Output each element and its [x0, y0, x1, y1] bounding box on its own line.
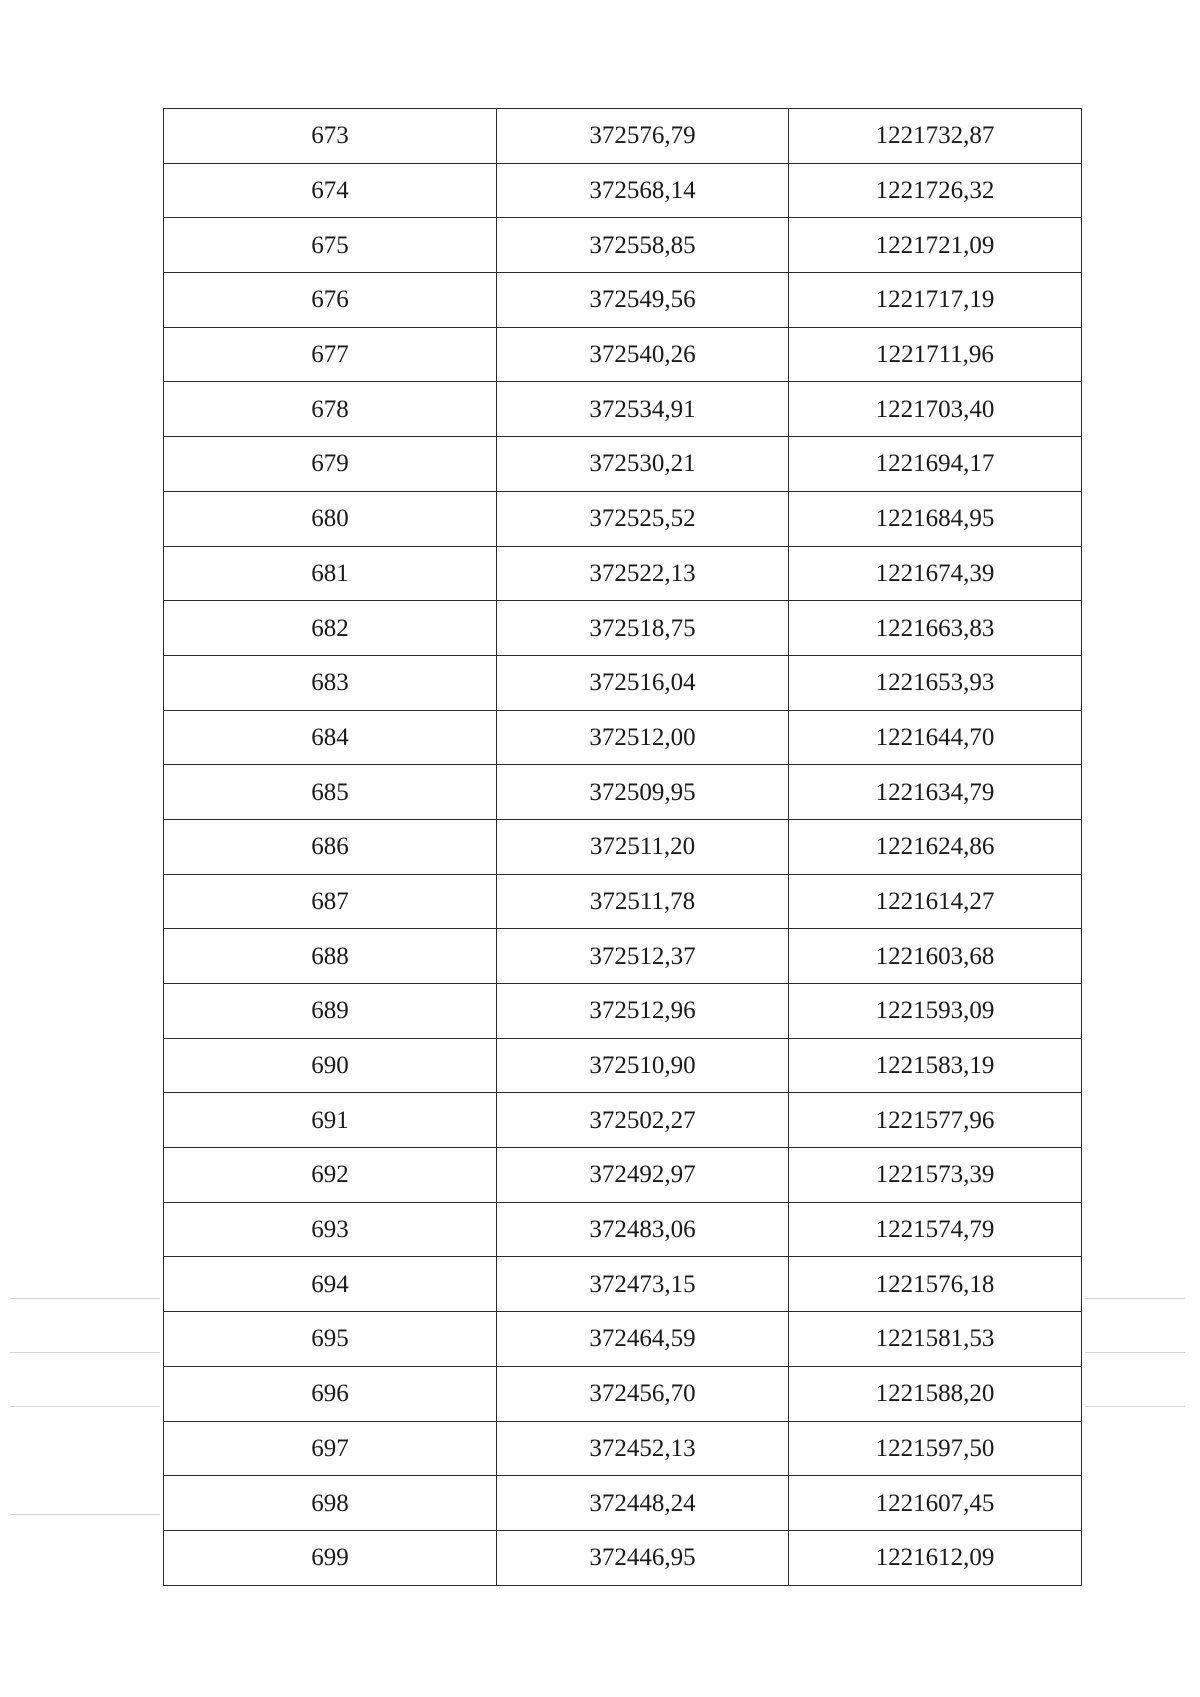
x-coordinate-cell: 372446,95 [497, 1530, 789, 1585]
x-coordinate-cell: 372510,90 [497, 1038, 789, 1093]
x-coordinate-cell: 372473,15 [497, 1257, 789, 1312]
x-coordinate-cell: 372464,59 [497, 1312, 789, 1367]
x-coordinate-cell: 372516,04 [497, 655, 789, 710]
x-coordinate-cell: 372525,52 [497, 491, 789, 546]
y-coordinate-cell: 1221573,39 [789, 1148, 1082, 1203]
table-row [164, 273, 1082, 328]
point-number-cell: 697 [164, 1421, 497, 1476]
point-number-cell: 689 [164, 984, 497, 1039]
table-row [164, 491, 1082, 546]
table-row [164, 1038, 1082, 1093]
x-coordinate-cell: 372549,56 [497, 273, 789, 328]
y-coordinate-cell: 1221581,53 [789, 1312, 1082, 1367]
table-row [164, 1476, 1082, 1531]
x-coordinate-cell: 372512,37 [497, 929, 789, 984]
scan-artifact [1085, 1352, 1185, 1353]
x-coordinate-cell: 372558,85 [497, 218, 789, 273]
y-coordinate-cell: 1221703,40 [789, 382, 1082, 437]
table-row [164, 1202, 1082, 1257]
y-coordinate-cell: 1221612,09 [789, 1530, 1082, 1585]
table-row [164, 765, 1082, 820]
y-coordinate-cell: 1221663,83 [789, 601, 1082, 656]
x-coordinate-cell: 372522,13 [497, 546, 789, 601]
point-number-cell: 680 [164, 491, 497, 546]
x-coordinate-cell: 372512,00 [497, 710, 789, 765]
x-coordinate-cell: 372576,79 [497, 109, 789, 164]
scan-artifact [1085, 1298, 1185, 1299]
table-row [164, 109, 1082, 164]
y-coordinate-cell: 1221684,95 [789, 491, 1082, 546]
table-row [164, 655, 1082, 710]
table-row [164, 874, 1082, 929]
table-row [164, 929, 1082, 984]
table-row [164, 710, 1082, 765]
point-number-cell: 685 [164, 765, 497, 820]
x-coordinate-cell: 372540,26 [497, 327, 789, 382]
point-number-cell: 679 [164, 437, 497, 492]
y-coordinate-cell: 1221653,93 [789, 655, 1082, 710]
table-row [164, 437, 1082, 492]
point-number-cell: 698 [164, 1476, 497, 1531]
point-number-cell: 687 [164, 874, 497, 929]
scan-artifact [10, 1352, 160, 1353]
y-coordinate-cell: 1221694,17 [789, 437, 1082, 492]
x-coordinate-cell: 372530,21 [497, 437, 789, 492]
coordinates-table [163, 108, 1082, 1586]
point-number-cell: 682 [164, 601, 497, 656]
table-row [164, 218, 1082, 273]
table-row [164, 327, 1082, 382]
table-row [164, 1366, 1082, 1421]
x-coordinate-cell: 372534,91 [497, 382, 789, 437]
scan-artifact [10, 1298, 160, 1299]
point-number-cell: 681 [164, 546, 497, 601]
point-number-cell: 688 [164, 929, 497, 984]
point-number-cell: 684 [164, 710, 497, 765]
point-number-cell: 699 [164, 1530, 497, 1585]
table-row [164, 1093, 1082, 1148]
table-row [164, 1530, 1082, 1585]
table-row [164, 601, 1082, 656]
scan-artifact [10, 1514, 160, 1515]
point-number-cell: 676 [164, 273, 497, 328]
scan-artifact [10, 1406, 160, 1407]
table-row [164, 163, 1082, 218]
table-row [164, 1257, 1082, 1312]
y-coordinate-cell: 1221711,96 [789, 327, 1082, 382]
point-number-cell: 692 [164, 1148, 497, 1203]
y-coordinate-cell: 1221624,86 [789, 819, 1082, 874]
y-coordinate-cell: 1221674,39 [789, 546, 1082, 601]
y-coordinate-cell: 1221607,45 [789, 1476, 1082, 1531]
y-coordinate-cell: 1221726,32 [789, 163, 1082, 218]
y-coordinate-cell: 1221588,20 [789, 1366, 1082, 1421]
point-number-cell: 675 [164, 218, 497, 273]
point-number-cell: 691 [164, 1093, 497, 1148]
point-number-cell: 683 [164, 655, 497, 710]
point-number-cell: 690 [164, 1038, 497, 1093]
x-coordinate-cell: 372456,70 [497, 1366, 789, 1421]
point-number-cell: 678 [164, 382, 497, 437]
y-coordinate-cell: 1221644,70 [789, 710, 1082, 765]
y-coordinate-cell: 1221574,79 [789, 1202, 1082, 1257]
y-coordinate-cell: 1221593,09 [789, 984, 1082, 1039]
table-row [164, 1148, 1082, 1203]
table-row [164, 546, 1082, 601]
y-coordinate-cell: 1221597,50 [789, 1421, 1082, 1476]
table-row [164, 1312, 1082, 1367]
y-coordinate-cell: 1221732,87 [789, 109, 1082, 164]
point-number-cell: 694 [164, 1257, 497, 1312]
point-number-cell: 677 [164, 327, 497, 382]
y-coordinate-cell: 1221603,68 [789, 929, 1082, 984]
x-coordinate-cell: 372511,20 [497, 819, 789, 874]
point-number-cell: 696 [164, 1366, 497, 1421]
table-row [164, 382, 1082, 437]
x-coordinate-cell: 372492,97 [497, 1148, 789, 1203]
x-coordinate-cell: 372568,14 [497, 163, 789, 218]
point-number-cell: 693 [164, 1202, 497, 1257]
table-row [164, 984, 1082, 1039]
x-coordinate-cell: 372452,13 [497, 1421, 789, 1476]
table-row [164, 819, 1082, 874]
point-number-cell: 695 [164, 1312, 497, 1367]
x-coordinate-cell: 372511,78 [497, 874, 789, 929]
point-number-cell: 673 [164, 109, 497, 164]
y-coordinate-cell: 1221721,09 [789, 218, 1082, 273]
x-coordinate-cell: 372512,96 [497, 984, 789, 1039]
y-coordinate-cell: 1221717,19 [789, 273, 1082, 328]
y-coordinate-cell: 1221577,96 [789, 1093, 1082, 1148]
y-coordinate-cell: 1221576,18 [789, 1257, 1082, 1312]
point-number-cell: 674 [164, 163, 497, 218]
scan-artifact [1085, 1406, 1185, 1407]
x-coordinate-cell: 372502,27 [497, 1093, 789, 1148]
y-coordinate-cell: 1221634,79 [789, 765, 1082, 820]
point-number-cell: 686 [164, 819, 497, 874]
x-coordinate-cell: 372518,75 [497, 601, 789, 656]
table-row [164, 1421, 1082, 1476]
y-coordinate-cell: 1221583,19 [789, 1038, 1082, 1093]
x-coordinate-cell: 372483,06 [497, 1202, 789, 1257]
y-coordinate-cell: 1221614,27 [789, 874, 1082, 929]
x-coordinate-cell: 372448,24 [497, 1476, 789, 1531]
x-coordinate-cell: 372509,95 [497, 765, 789, 820]
